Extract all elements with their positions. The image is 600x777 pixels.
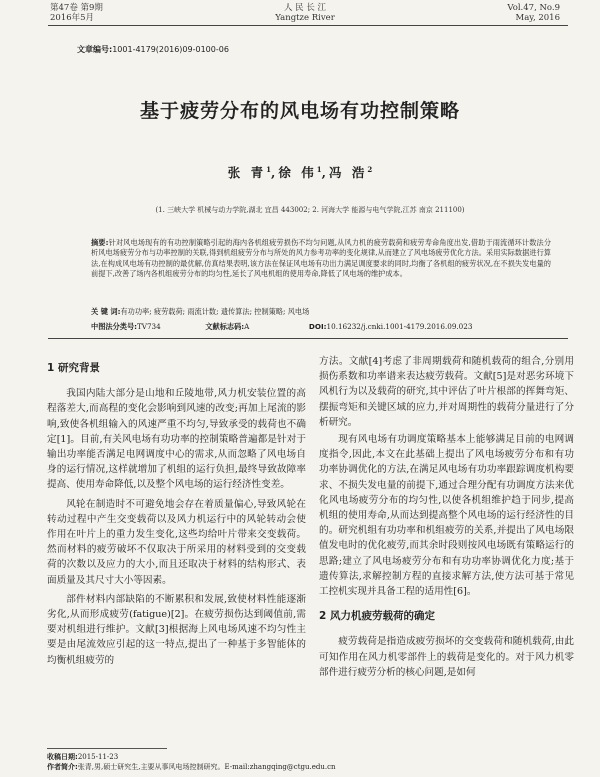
issue-date-en: May, 2016 [515,13,560,23]
author-bio-label: 作者简介: [47,763,78,771]
abstract [91,238,551,280]
clc-label: 中图法分类号: [91,322,137,331]
section-1-paragraph-1: 我国内陆大部分是山地和丘陵地带,风力机安装位置的高程落差大,而高程的变化会影响到风速的改变;再加上尾流的影响,致使各机组输入的风速严重不均匀,导致承受的载荷也不确定[1]。目前,有关风电场有功功率的控制策略普遍都是针对于输出功率能否满足电网调度中心的需求,从而忽略了风电场自身的运行情况,这样就增加了机组的运行负担,最终导致故障率提高、使用寿命降低,以及整个风电场的运行经济性变差。 [47,388,306,491]
author-1: 张 青 [227,165,267,180]
author-list: 张 青$^1$,徐 伟$^1$,冯 浩$^2$ [227,164,373,180]
running-header-center [255,3,355,23]
section-1-heading: 1 研究背景 [47,362,100,374]
volume-issue-en: Vol.47, No.9 [507,3,560,13]
author-3: 冯 浩 [328,165,368,180]
author-3-affil: 2 [367,164,373,174]
author-2-affil: 1 [316,164,322,174]
keywords [91,307,551,317]
journal-name-en: Yangtze River [275,13,335,23]
section-1-paragraph-2: 风轮在制造时不可避免地会存在着质量偏心,导致风轮在转动过程中产生交变载荷以及风力机运行中的风轮转动会使作用在叶片上的重力发生变化,这些均给叶片带来交变载荷。然而材料的疲劳破坏不仅取决于所采用的材料受到的交变载荷的次数以及应力的大小,而且还取决于材料的结构形式、表面质量及其尺寸大小等因素。 [47,498,306,586]
author-1-affil: 1 [266,164,272,174]
doc-code-label: 文献标志码: [205,322,245,331]
author-2: 徐 伟 [278,165,317,180]
section-1-paragraph-3: 部件材料内部缺陷的不断累积和发展,致使材料性能逐渐劣化,从而形成疲劳(fatigue)[2]。在疲劳损伤达到阈值前,需要对机组进行维护。文献[3]根据海上风电场风速不均匀性主要是由尾流效应引起的这一特点,提出了一种基于多智能体的均衡机组疲劳的 [47,593,306,666]
section-2-paragraph-1: 疲劳载荷是指造成疲劳损坏的交变载荷和随机载荷,由此可知作用在风力机零部件上的载荷是变化的。对于风力机零部件进行疲劳分析的核心问题,是如何 [319,636,574,678]
keywords-label: 关 键 词: [91,307,121,316]
volume-issue: 第47卷 第9期 [50,3,103,13]
journal-name-cn: 人 民 长 江 [283,3,327,13]
classification-line [91,322,561,332]
doi-value: 10.16232/j.cnki.1001-4179.2016.09.023 [326,322,473,331]
received-date: 2015-11-23 [77,753,119,761]
left-column [47,361,306,668]
header-rule [48,25,568,26]
section-2-heading: 2 风力机疲劳载荷的确定 [319,610,435,623]
author-bio: 张青,男,硕士研究生,主要从事风电场控制研究。E-mail:zhangqing@ctgu.edu.cn [77,763,336,771]
clc-value: TV734 [137,322,161,331]
paper-title: 基于疲劳分布的风电场有功控制策略 [139,100,460,122]
doc-code-value: A [244,322,250,331]
running-header-right [507,3,560,23]
right-paragraph-1: 方法。文献[4]考虑了非周期载荷和随机载荷的组合,分别用损伤系数和功率谱来表达疲劳载荷。文献[5]是对恶劣环境下风机行为以及载荷的研究,其中评估了叶片根部的挥舞弯矩、摆振弯矩和关键区域的应力,并对周期性的载荷分量进行了分析研究。 [319,356,574,428]
right-paragraph-2: 现有风电场有功调度策略基本上能够满足目前的电网调度指令,因此,本文在此基础上提出了风电场疲劳分布和有功功率协调优化的方法,在满足风电场有功功率跟踪调度机构要求、不损失发电量的前提下,通过合理分配有功调度方法来优化风电场疲劳分布的均匀性,以使各机组维护趋于同步,提高机组的使用寿命,从而达到提高整个风电场的运行经济性的目的。研究机组有功功率和机组疲劳的关系,并提出了风电场限值发电时的优化疲劳,而其余时段则按风电场既有策略运行的思路;建立了风电场疲劳分布和有功功率协调优化力度;基于遗传算法,求解控制方程的直接求解方法,使方法可基于常见工控机实现并具备工程的适用性[6]。 [319,434,574,598]
right-column [319,354,574,680]
footnote-rule [47,748,167,749]
doi-label: DOI: [308,322,327,331]
running-header-left [50,3,103,23]
article-number-label: 文章编号: [77,45,113,54]
issue-date: 2016年5月 [50,13,95,23]
abstract-text: 针对风电场现有的有功控制策略引起的海内各机组疲劳损伤不均匀问题,从风力机的疲劳载荷和疲劳寿命角度出发,借助于雨流循环计数法分析风电场疲劳分布与功率控制的关联,得到机组疲劳分布与所处的风力参考功率的变化规律,从而建立了风电场疲劳优化方法。采用实际数据进行算法,在构成风电场有功控制的最优解,仿真结果表明,该方法在保证风电场有功出力满足调度要求的同时,均衡了各机组的疲劳状况,在不损失发电量的前提下,改善了场内各机组疲劳分布的均匀性,延长了风电机组的使用寿命,降低了风电场的维护成本。 [91,238,552,279]
article-number-value: 1001-4179(2016)09-0100-06 [112,45,229,54]
footnote [47,752,337,772]
article-number [77,44,229,55]
received-label: 收稿日期: [47,753,78,761]
abstract-rule [48,338,568,339]
abstract-label: 摘要: [91,238,109,247]
affiliation: (1. 三峡大学 机械与动力学院,湖北 宜昌 443002; 2. 河海大学 能源与电气学院,江苏 南京 211100) [155,206,465,214]
keywords-text: 有功功率; 疲劳载荷; 雨流计数; 遗传算法; 控制策略; 风电场 [120,307,310,316]
